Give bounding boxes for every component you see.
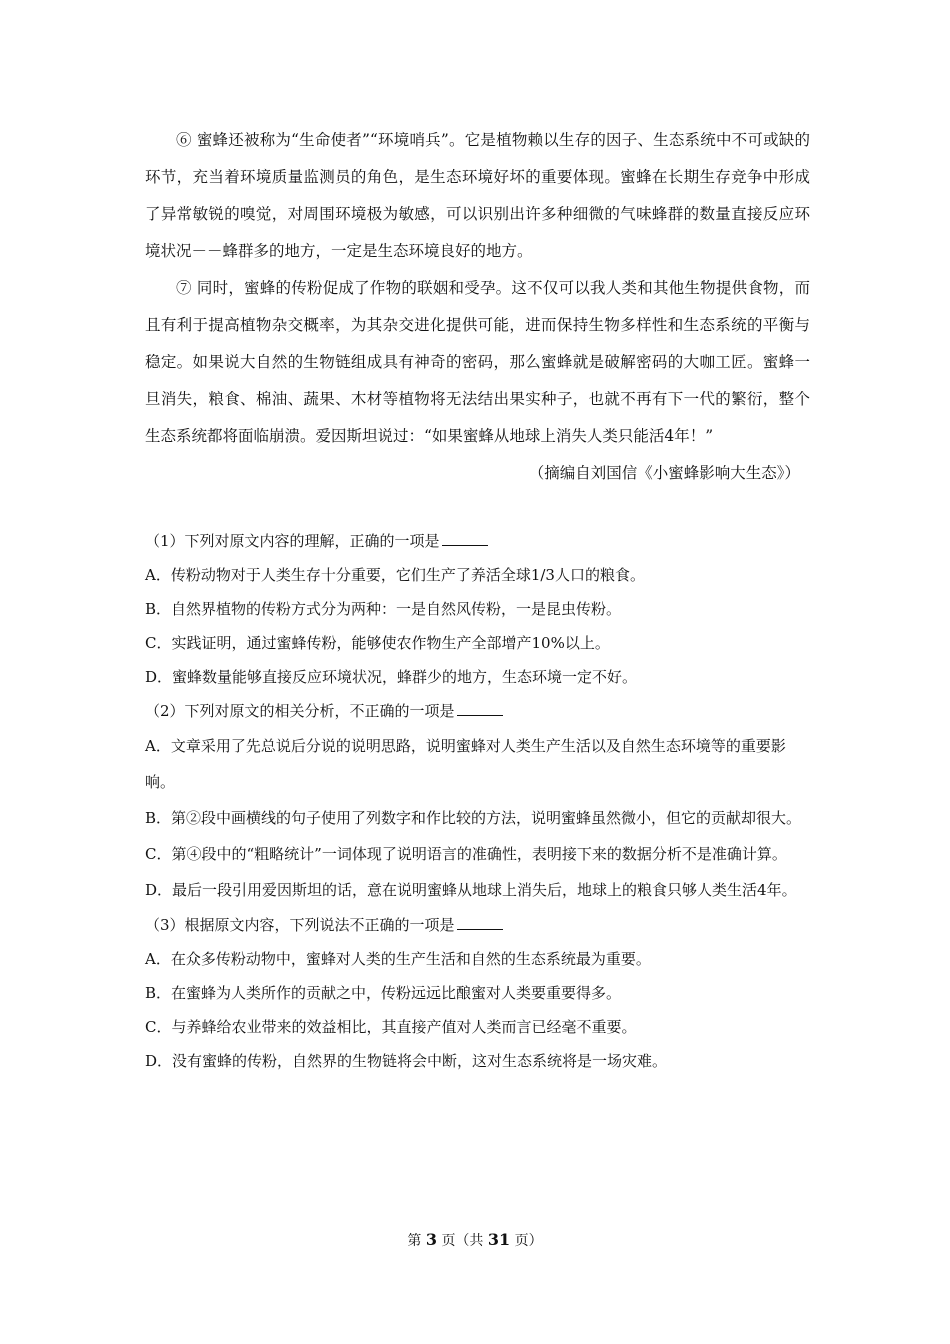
question-option: B．第②段中画横线的句子使用了列数字和作比较的方法，说明蜜蜂虽然微小，但它的贡献却很大。 — [145, 809, 802, 827]
question-stem — [145, 694, 810, 728]
question-stem-text: （3）根据原文内容，下列说法不正确的一项是 — [145, 916, 455, 934]
document-body — [145, 122, 810, 1078]
footer-middle: 页（共 — [441, 1233, 484, 1249]
question-3 — [145, 908, 810, 1078]
question-option: A．在众多传粉动物中，蜜蜂对人类的生产生活和自然的生态系统最为重要。 — [145, 950, 651, 968]
question-option: B．自然界植物的传粉方式分为两种：一是自然风传粉，一是昆虫传粉。 — [145, 600, 622, 618]
question-stem-text: （1）下列对原文内容的理解，正确的一项是 — [145, 532, 440, 550]
question-stem — [145, 908, 810, 942]
page-footer — [0, 1228, 950, 1253]
question-1 — [145, 524, 810, 694]
question-option: A．传粉动物对于人类生存十分重要，它们生产了养活全球1/3人口的粮食。 — [145, 566, 645, 584]
question-option: C．实践证明，通过蜜蜂传粉，能够使农作物生产全部增产10%以上。 — [145, 634, 610, 652]
passage-paragraph-6: ⑥ 蜜蜂还被称为“生命使者”“环境哨兵”。它是植物赖以生存的因子、生态系统中不可或缺的环节，充当着环境质量监测员的角色，是生态环境好坏的重要体现。蜜蜂在长期生存竞争中形成了异常敏锐的嗅觉，对周围环境极为敏感，可以识别出许多种细微的气味蜂群的数量直接反应环境状况－－蜂群多的地方，一定是生态环境良好的地方。 — [145, 131, 810, 260]
passage-source: （摘编自刘国信《小蜜蜂影响大生态》） — [528, 464, 800, 482]
footer-page-number: 3 — [425, 1230, 437, 1249]
question-option: A．文章采用了先总说后分说的说明思路，说明蜜蜂对人类生产生活以及自然生态环境等的重要影响。 — [145, 737, 786, 791]
question-list — [145, 524, 810, 1078]
question-option: D．最后一段引用爱因斯坦的话，意在说明蜜蜂从地球上消失后，地球上的粮食只够人类生活4年。 — [145, 881, 797, 899]
question-option: B．在蜜蜂为人类所作的贡献之中，传粉远远比酿蜜对人类要重要得多。 — [145, 984, 622, 1002]
question-2 — [145, 694, 810, 908]
answer-blank — [457, 701, 503, 716]
question-stem-text: （2）下列对原文的相关分析，不正确的一项是 — [145, 702, 455, 720]
question-option: D．蜜蜂数量能够直接反应环境状况，蜂群少的地方，生态环境一定不好。 — [145, 668, 638, 686]
footer-prefix: 第 — [407, 1233, 422, 1249]
footer-suffix: 页） — [514, 1233, 543, 1249]
question-option: D．没有蜜蜂的传粉，自然界的生物链将会中断，这对生态系统将是一场灾难。 — [145, 1052, 668, 1070]
footer-total-pages: 31 — [487, 1230, 511, 1249]
question-stem — [145, 524, 810, 558]
answer-blank — [442, 531, 488, 546]
question-option: C．与养蜂给农业带来的效益相比，其直接产值对人类而言已经毫不重要。 — [145, 1018, 637, 1036]
question-option: C．第④段中的“粗略统计”一词体现了说明语言的准确性，表明接下来的数据分析不是准确计算。 — [145, 845, 787, 863]
passage-paragraph-7: ⑦ 同时，蜜蜂的传粉促成了作物的联姻和受孕。这不仅可以我人类和其他生物提供食物，而且有利于提高植物杂交概率，为其杂交进化提供可能，进而保持生物多样性和生态系统的平衡与稳定。如果说大自然的生物链组成具有神奇的密码，那么蜜蜂就是破解密码的大咖工匠。蜜蜂一旦消失，粮食、棉油、蔬果、木材等植物将无法结出果实种子，也就不再有下一代的繁衍，整个生态系统都将面临崩溃。爱因斯坦说过：“如果蜜蜂从地球上消失人类只能活4年！” — [145, 279, 810, 445]
answer-blank — [457, 915, 503, 930]
